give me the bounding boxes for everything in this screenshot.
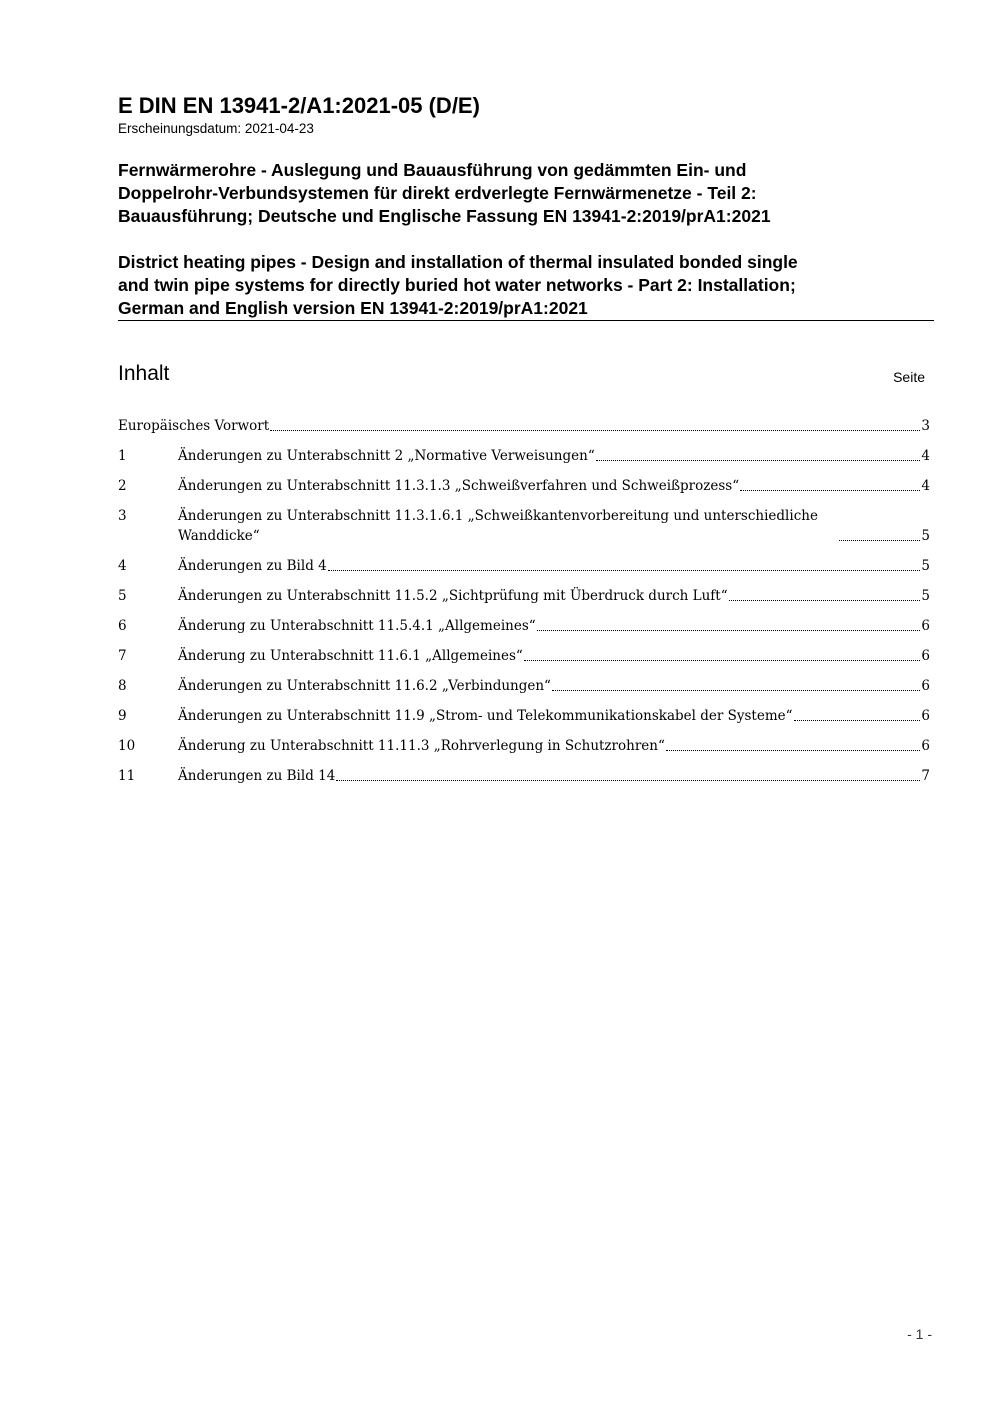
toc-entry-body bbox=[178, 736, 930, 756]
toc-entry-number: 2 bbox=[118, 478, 127, 494]
toc-heading: Inhalt bbox=[118, 362, 170, 385]
toc-entry-number: 7 bbox=[118, 648, 127, 664]
document-id: E DIN EN 13941-2/A1:2021-05 (D/E) bbox=[118, 93, 480, 118]
toc-entry-number: 10 bbox=[118, 738, 136, 754]
toc-leader-dots bbox=[270, 429, 920, 431]
toc-leader-dots bbox=[729, 599, 921, 601]
toc-entry-page: 5 bbox=[921, 528, 930, 544]
toc-entry-body bbox=[178, 476, 930, 496]
toc-entry-number: 11 bbox=[118, 768, 136, 784]
toc-entry-body bbox=[178, 556, 930, 576]
toc-entry-foreword[interactable] bbox=[118, 416, 930, 436]
toc-entry-number: 9 bbox=[118, 708, 127, 724]
toc-leader-dots bbox=[666, 749, 921, 751]
toc-leader-dots bbox=[537, 629, 921, 631]
toc-entry-number: 6 bbox=[118, 618, 127, 634]
toc-leader-dots bbox=[596, 459, 921, 461]
toc-entry-body bbox=[178, 706, 930, 726]
title-german: Fernwärmerohre - Auslegung und Bauausführung von gedämmten Ein- und Doppelrohr-Verbundsystemen für direkt erdverlegte Fernwärmenetze - Teil 2: Bauausführung; Deutsche und Englische Fassung EN 13941-2:2019/prA1:2021 bbox=[118, 160, 771, 226]
toc-entry-page: 6 bbox=[921, 738, 930, 754]
toc-leader-dots bbox=[524, 659, 921, 661]
toc-entry-page: 3 bbox=[921, 418, 930, 434]
toc-entry-5[interactable] bbox=[118, 586, 930, 606]
toc-entry-7[interactable] bbox=[118, 646, 930, 666]
toc-leader-dots bbox=[552, 689, 920, 691]
toc-entry-3[interactable] bbox=[118, 506, 930, 546]
toc-entry-text: Änderungen zu Bild 14 bbox=[178, 768, 336, 784]
toc-entry-8[interactable] bbox=[118, 676, 930, 696]
toc-entry-body bbox=[178, 676, 930, 696]
title-divider bbox=[118, 320, 934, 321]
toc-leader-dots bbox=[740, 489, 920, 491]
toc-entry-page: 6 bbox=[921, 648, 930, 664]
toc-entry-body bbox=[178, 766, 930, 786]
toc-entry-text: Änderungen zu Unterabschnitt 11.3.1.6.1 „Schweißkantenvorbereitung und unterschiedliche Wanddicke“ bbox=[178, 508, 818, 544]
toc-entry-text: Änderungen zu Unterabschnitt 11.3.1.3 „Schweißverfahren und Schweißprozess“ bbox=[178, 478, 740, 494]
toc-entry-text: Europäisches Vorwort bbox=[118, 418, 270, 434]
toc-leader-dots bbox=[336, 779, 920, 781]
toc-entry-number: 1 bbox=[118, 448, 127, 464]
toc-entry-page: 4 bbox=[921, 448, 930, 464]
toc-entry-text: Änderungen zu Bild 4 bbox=[178, 558, 327, 574]
title-english: District heating pipes - Design and installation of thermal insulated bonded single and twin pipe systems for directly buried hot water networks - Part 2: Installation; German and English version EN 13941-2:2019/prA1:2021 bbox=[118, 252, 798, 318]
toc-entry-text: Änderung zu Unterabschnitt 11.6.1 „Allgemeines“ bbox=[178, 648, 523, 664]
toc-entry-number: 3 bbox=[118, 508, 127, 524]
toc-entry-1[interactable] bbox=[118, 446, 930, 466]
toc-entry-9[interactable] bbox=[118, 706, 930, 726]
toc-entry-4[interactable] bbox=[118, 556, 930, 576]
toc-entry-page: 6 bbox=[921, 678, 930, 694]
toc-entry-number: 8 bbox=[118, 678, 127, 694]
toc-entry-text: Änderungen zu Unterabschnitt 11.6.2 „Verbindungen“ bbox=[178, 678, 551, 694]
toc-entry-body bbox=[178, 506, 930, 546]
toc-entry-page: 5 bbox=[921, 588, 930, 604]
toc-entry-number: 4 bbox=[118, 558, 127, 574]
toc-entry-page: 4 bbox=[921, 478, 930, 494]
toc-leader-dots bbox=[328, 569, 921, 571]
toc-entry-text: Änderung zu Unterabschnitt 11.5.4.1 „Allgemeines“ bbox=[178, 618, 536, 634]
toc-entry-page: 6 bbox=[921, 618, 930, 634]
page-number: - 1 - bbox=[907, 1326, 932, 1342]
toc-entry-page: 6 bbox=[921, 708, 930, 724]
toc-entry-page: 5 bbox=[921, 558, 930, 574]
toc-entry-2[interactable] bbox=[118, 476, 930, 496]
toc-entry-6[interactable] bbox=[118, 616, 930, 636]
toc-entry-body bbox=[178, 646, 930, 666]
toc-entry-number: 5 bbox=[118, 588, 127, 604]
toc-entry-11[interactable] bbox=[118, 766, 930, 786]
toc-leader-dots bbox=[839, 539, 920, 541]
toc-entry-text: Änderungen zu Unterabschnitt 11.9 „Strom- und Telekommunikationskabel der Systeme“ bbox=[178, 708, 793, 724]
issue-date: Erscheinungsdatum: 2021-04-23 bbox=[118, 121, 314, 136]
toc-entry-text: Änderungen zu Unterabschnitt 11.5.2 „Sichtprüfung mit Überdruck durch Luft“ bbox=[178, 588, 728, 604]
toc-entry-body bbox=[178, 586, 930, 606]
toc-page-column-label: Seite bbox=[893, 369, 925, 385]
toc-entry-body bbox=[178, 446, 930, 466]
toc-entry-page: 7 bbox=[921, 768, 930, 784]
toc-entry-10[interactable] bbox=[118, 736, 930, 756]
table-of-contents bbox=[118, 416, 930, 796]
toc-leader-dots bbox=[794, 719, 921, 721]
toc-entry-text: Änderung zu Unterabschnitt 11.11.3 „Rohrverlegung in Schutzrohren“ bbox=[178, 738, 665, 754]
toc-entry-body bbox=[178, 616, 930, 636]
toc-entry-text: Änderungen zu Unterabschnitt 2 „Normative Verweisungen“ bbox=[178, 448, 595, 464]
toc-entry-body bbox=[118, 416, 930, 436]
